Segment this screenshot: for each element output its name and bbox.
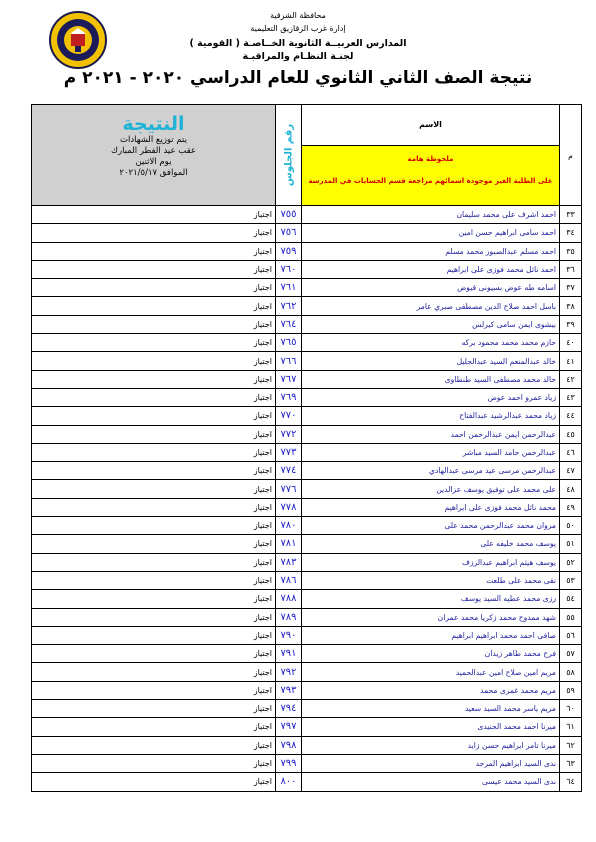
- result-value: اجتياز: [32, 517, 276, 535]
- row-index: ٥٦: [560, 626, 582, 644]
- table-row: [32, 443, 582, 461]
- student-name: زياد محمد عبدالرشيد عبدالفتاح: [302, 407, 560, 425]
- row-index: ٤٩: [560, 498, 582, 516]
- table-row: [32, 736, 582, 754]
- table-row: [32, 517, 582, 535]
- student-name: محمد نائل محمد فوزى على ابراهيم: [302, 498, 560, 516]
- committee-name: لجنـة النظـام والمراقبـة: [242, 51, 354, 62]
- table-row: [32, 718, 582, 736]
- row-index: ٦٢: [560, 736, 582, 754]
- result-value: اجتياز: [32, 407, 276, 425]
- result-header-line4: الموافق ٢٠٢١/٥/١٧: [119, 168, 188, 178]
- result-value: اجتياز: [32, 626, 276, 644]
- result-value: اجتياز: [32, 736, 276, 754]
- student-name: بيشوى ايمن سامى كيرلس: [302, 315, 560, 333]
- seat-number: ٨٠٠: [276, 773, 302, 791]
- result-value: اجتياز: [32, 224, 276, 242]
- result-value: اجتياز: [32, 425, 276, 443]
- table-row: [32, 425, 582, 443]
- result-value: اجتياز: [32, 315, 276, 333]
- result-value: اجتياز: [32, 297, 276, 315]
- student-name: ندى السيد ابراهيم المرجد: [302, 754, 560, 772]
- student-name: حازم محمد محمد محمود بركه: [302, 334, 560, 352]
- table-row: [32, 498, 582, 516]
- notice-box: [302, 146, 559, 205]
- student-name: على محمد على توفيق يوسف عزالدين: [302, 480, 560, 498]
- seat-number: ٧٦٧: [276, 370, 302, 388]
- table-row: [32, 407, 582, 425]
- seat-number: ٧٨٨: [276, 590, 302, 608]
- result-value: اجتياز: [32, 279, 276, 297]
- table-row: [32, 700, 582, 718]
- result-value: اجتياز: [32, 535, 276, 553]
- table-row: [32, 681, 582, 699]
- seat-number: ٧٥٥: [276, 206, 302, 224]
- student-name: فرح محمد طاهر زيدان: [302, 645, 560, 663]
- seat-number: ٧٧٦: [276, 480, 302, 498]
- row-index: ٣٩: [560, 315, 582, 333]
- row-index: ٥٣: [560, 571, 582, 589]
- row-index: ٣٣: [560, 206, 582, 224]
- table-row: [32, 388, 582, 406]
- student-name: مريم امين صلاح امين عبدالحميد: [302, 663, 560, 681]
- seat-number: ٧٩١: [276, 645, 302, 663]
- student-name: صافى احمد محمد ابراهيم ابراهيم: [302, 626, 560, 644]
- seat-number: ٧٧٢: [276, 425, 302, 443]
- result-value: اجتياز: [32, 443, 276, 461]
- table-row: [32, 224, 582, 242]
- row-index: ٣٧: [560, 279, 582, 297]
- result-value: اجتياز: [32, 352, 276, 370]
- row-index: ٥٩: [560, 681, 582, 699]
- row-index: ٣٥: [560, 242, 582, 260]
- row-index: ٣٦: [560, 260, 582, 278]
- table-row: [32, 553, 582, 571]
- result-value: اجتياز: [32, 370, 276, 388]
- table-row: [32, 608, 582, 626]
- student-name: باسل احمد صلاح الدين مصطفى صبري عامر: [302, 297, 560, 315]
- school-name: المدارس العربيــة الثانوية الخــاصـة ( القومية ): [189, 38, 407, 49]
- result-value: اجتياز: [32, 498, 276, 516]
- student-name: خالد عبدالمنعم السيد عبدالجليل: [302, 352, 560, 370]
- notice-title: ملحوظة هامة: [407, 155, 454, 163]
- seat-number: ٧٧٠: [276, 407, 302, 425]
- student-name: احمد اشرف على محمد سليمان: [302, 206, 560, 224]
- table-row: [32, 480, 582, 498]
- table-row: [32, 645, 582, 663]
- result-value: اجتياز: [32, 590, 276, 608]
- table-row: [32, 754, 582, 772]
- result-value: اجتياز: [32, 571, 276, 589]
- table-row: [32, 773, 582, 791]
- result-value: اجتياز: [32, 700, 276, 718]
- table-row: [32, 242, 582, 260]
- row-index: ٤٠: [560, 334, 582, 352]
- table-row: [32, 590, 582, 608]
- seat-number: ٧٦١: [276, 279, 302, 297]
- student-name: شهد ممدوح محمد زكريا محمد عمران: [302, 608, 560, 626]
- table-header-row: [32, 105, 582, 206]
- row-index: ٦٤: [560, 773, 582, 791]
- student-name: مريم ياسر محمد السيد سعيد: [302, 700, 560, 718]
- student-name: ميرنا احمد محمد الجنيدى: [302, 718, 560, 736]
- table-row: [32, 206, 582, 224]
- student-name: احمد سامى ابراهيم حسن امين: [302, 224, 560, 242]
- seat-number: ٧٧٤: [276, 462, 302, 480]
- table-row: [32, 535, 582, 553]
- table-row: [32, 571, 582, 589]
- index-header-label: م: [568, 151, 573, 160]
- row-index: ٤٥: [560, 425, 582, 443]
- student-name: ندى السيد محمد عيسى: [302, 773, 560, 791]
- table-row: [32, 315, 582, 333]
- seat-number: ٧٦٦: [276, 352, 302, 370]
- result-value: اجتياز: [32, 773, 276, 791]
- name-header-label: الاسم: [302, 105, 559, 146]
- seat-number: ٧٦٤: [276, 315, 302, 333]
- row-index: ٤٦: [560, 443, 582, 461]
- student-name: ميرنا تامر ابراهيم حسن زايد: [302, 736, 560, 754]
- row-index: ٦٠: [560, 700, 582, 718]
- student-name: مريم محمد غمرى محمد: [302, 681, 560, 699]
- seat-number: ٧٩٤: [276, 700, 302, 718]
- result-value: اجتياز: [32, 681, 276, 699]
- student-name: اسامه طه عوض بسيونى قيوض: [302, 279, 560, 297]
- row-index: ٦٣: [560, 754, 582, 772]
- seat-number: ٧٧٨: [276, 498, 302, 516]
- seat-number: ٧٦٢: [276, 297, 302, 315]
- seat-number: ٧٩٩: [276, 754, 302, 772]
- student-name: احمد مسلم عبدالصبور محمد مسلم: [302, 242, 560, 260]
- row-index: ٤٣: [560, 388, 582, 406]
- governorate-line: محافظة الشرقية: [270, 11, 326, 20]
- row-index: ٥٨: [560, 663, 582, 681]
- row-index: ٤٤: [560, 407, 582, 425]
- seat-number: ٧٥٦: [276, 224, 302, 242]
- result-value: اجتياز: [32, 663, 276, 681]
- student-name: رزى محمد عطيه السيد يوسف: [302, 590, 560, 608]
- row-index: ٤٨: [560, 480, 582, 498]
- student-name: مروان محمد عبدالرحمن محمد على: [302, 517, 560, 535]
- table-row: [32, 663, 582, 681]
- row-index: ٥٠: [560, 517, 582, 535]
- seat-number: ٧٨١: [276, 535, 302, 553]
- student-name: عبدالرحمن ايمن عبدالرحمن احمد: [302, 425, 560, 443]
- seat-number: ٧٩٠: [276, 626, 302, 644]
- seat-number: ٧٨٦: [276, 571, 302, 589]
- student-name: احمد نائل محمد فوزى على ابراهيم: [302, 260, 560, 278]
- student-name: خالد محمد مصطفى السيد طنطاوى: [302, 370, 560, 388]
- student-name: يوسف محمد خليفه على: [302, 535, 560, 553]
- name-header: [302, 105, 560, 206]
- row-index: ٥٥: [560, 608, 582, 626]
- seat-number: ٧٩٣: [276, 681, 302, 699]
- student-name: تقى محمد على طلعت: [302, 571, 560, 589]
- result-value: اجتياز: [32, 206, 276, 224]
- seat-number: ٧٨٣: [276, 553, 302, 571]
- result-value: اجتياز: [32, 480, 276, 498]
- result-value: اجتياز: [32, 718, 276, 736]
- row-index: ٤٢: [560, 370, 582, 388]
- row-index: ٥١: [560, 535, 582, 553]
- result-value: اجتياز: [32, 388, 276, 406]
- seat-number: ٧٦٥: [276, 334, 302, 352]
- result-value: اجتياز: [32, 645, 276, 663]
- result-header-line1: يتم توزيع الشهادات: [120, 135, 187, 145]
- table-row: [32, 352, 582, 370]
- row-index: ٥٢: [560, 553, 582, 571]
- result-value: اجتياز: [32, 242, 276, 260]
- row-index: ٣٨: [560, 297, 582, 315]
- result-value: اجتياز: [32, 260, 276, 278]
- seat-number: ٧٩٢: [276, 663, 302, 681]
- seat-number: ٧٨٩: [276, 608, 302, 626]
- result-value: اجتياز: [32, 334, 276, 352]
- result-header-line3: يوم الاثنين: [135, 157, 172, 167]
- row-index: ٤٧: [560, 462, 582, 480]
- row-index: ٥٤: [560, 590, 582, 608]
- table-body: [32, 206, 582, 792]
- result-value: اجتياز: [32, 462, 276, 480]
- result-value: اجتياز: [32, 608, 276, 626]
- seat-number: ٧٦٠: [276, 260, 302, 278]
- table-row: [32, 626, 582, 644]
- result-value: اجتياز: [32, 553, 276, 571]
- seat-number: ٧٧٣: [276, 443, 302, 461]
- row-index: ٤١: [560, 352, 582, 370]
- table-row: [32, 297, 582, 315]
- table-row: [32, 279, 582, 297]
- seat-header: [276, 105, 302, 206]
- table-row: [32, 462, 582, 480]
- seat-header-label: رقم الجلوس: [283, 123, 294, 187]
- seat-number: ٧٩٧: [276, 718, 302, 736]
- administration-line: إدارة غرب الزقازيق التعليمية: [250, 24, 346, 33]
- row-index: ٥٧: [560, 645, 582, 663]
- page-title: نتيجة الصف الثاني الثانوي للعام الدراسي ٢٠٢٠ - ٢٠٢١ م: [63, 68, 533, 88]
- student-name: عبدالرحمن حامد السيد مباشر: [302, 443, 560, 461]
- table-row: [32, 370, 582, 388]
- seat-number: ٧٦٩: [276, 388, 302, 406]
- student-name: عبدالرحمن مرسى عيد مرسى عبدالهادي: [302, 462, 560, 480]
- index-header: [560, 105, 582, 206]
- seat-number: ٧٨٠: [276, 517, 302, 535]
- result-header-title: النتيجة: [122, 113, 185, 135]
- result-header: [32, 105, 276, 206]
- row-index: ٣٤: [560, 224, 582, 242]
- table-row: [32, 260, 582, 278]
- results-table: [31, 104, 582, 792]
- result-header-line2: عقب عيد الفطر المبارك: [111, 146, 196, 156]
- result-value: اجتياز: [32, 754, 276, 772]
- student-name: زياد عمرو احمد عوض: [302, 388, 560, 406]
- student-name: يوسف هيثم ابراهيم عبدالرزف: [302, 553, 560, 571]
- notice-text: على الطلبة الغير موجودة اسمائهم مراجعة قسم الحسابات في المدرسة: [308, 177, 553, 185]
- row-index: ٦١: [560, 718, 582, 736]
- table-row: [32, 334, 582, 352]
- seat-number: ٧٩٨: [276, 736, 302, 754]
- seat-number: ٧٥٩: [276, 242, 302, 260]
